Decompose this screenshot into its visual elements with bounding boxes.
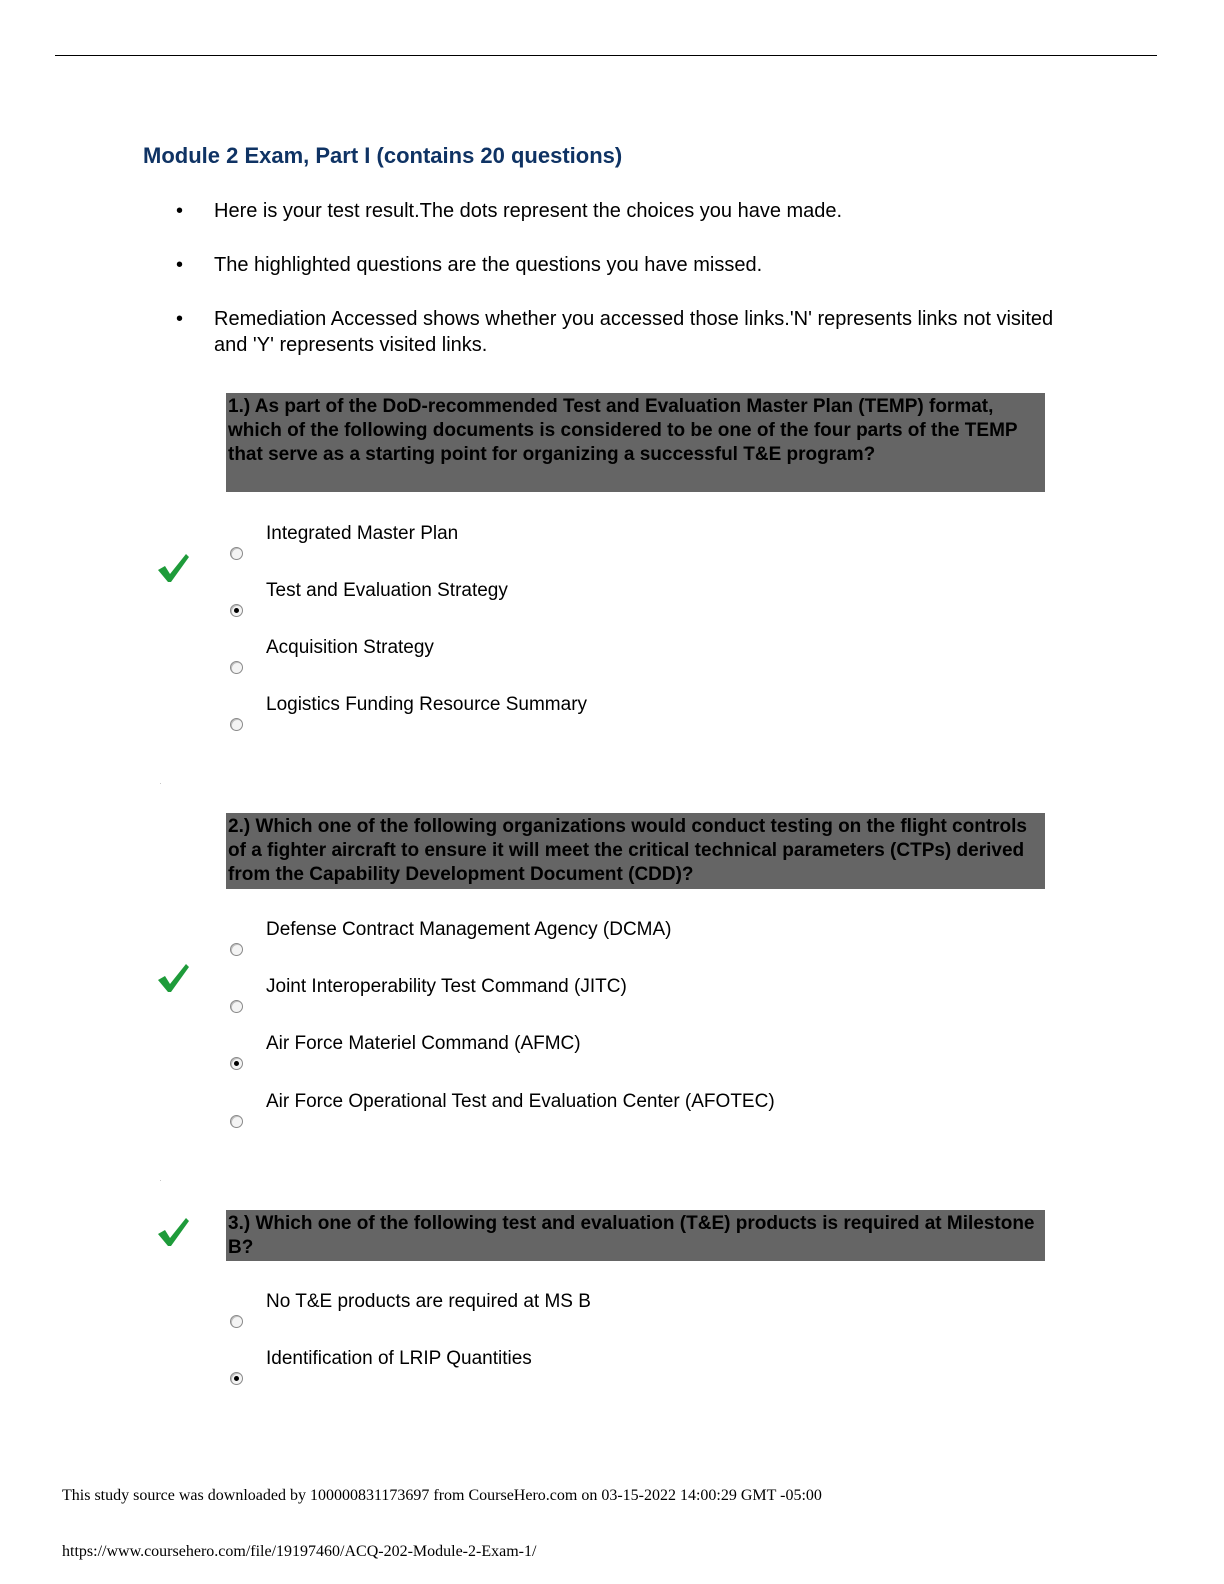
- question-3-header: 3.) Which one of the following test and evaluation (T&E) products is required at Milestone B?: [226, 1210, 1045, 1261]
- option-label: Air Force Materiel Command (AFMC): [266, 1033, 581, 1054]
- check-icon: [156, 552, 190, 584]
- option-2-2[interactable]: [226, 976, 1026, 1033]
- question-2-header: 2.) Which one of the following organizations would conduct testing on the flight controls of a fighter aircraft to ensure it will meet the critical technical parameters (CTPs) derived from the Capability Development Document (CDD)?: [226, 813, 1045, 889]
- page-title: Module 2 Exam, Part I (contains 20 questions): [143, 143, 623, 168]
- option-label: Integrated Master Plan: [266, 523, 459, 544]
- radio-icon[interactable]: [230, 1057, 243, 1070]
- separator-dot: [160, 783, 161, 784]
- question-1-header: 1.) As part of the DoD-recommended Test and Evaluation Master Plan (TEMP) format, which of the following documents is considered to be one of the four parts of the TEMP that serve as a starting point for organizing a successful T&E program?: [226, 393, 1045, 492]
- radio-icon[interactable]: [230, 547, 243, 560]
- option-2-3[interactable]: [226, 1033, 1026, 1090]
- option-1-3[interactable]: [226, 637, 1026, 694]
- radio-icon[interactable]: [230, 661, 243, 674]
- instruction-item: • The highlighted questions are the questions you have missed.: [176, 252, 1076, 278]
- separator-dot: [160, 1180, 161, 1181]
- option-label: Identification of LRIP Quantities: [266, 1348, 532, 1369]
- radio-icon[interactable]: [230, 1315, 243, 1328]
- source-url[interactable]: https://www.coursehero.com/file/19197460/ACQ-202-Module-2-Exam-1/: [62, 1543, 537, 1560]
- option-1-2[interactable]: [226, 580, 1026, 637]
- radio-icon[interactable]: [230, 1372, 243, 1385]
- radio-icon[interactable]: [230, 718, 243, 731]
- radio-icon[interactable]: [230, 1115, 243, 1128]
- instruction-item: • Remediation Accessed shows whether you accessed those links.'N' represents links not visited and 'Y' represents visited links.: [176, 306, 1076, 358]
- instructions-list: [176, 198, 1076, 386]
- radio-icon[interactable]: [230, 943, 243, 956]
- option-label: No T&E products are required at MS B: [266, 1291, 591, 1312]
- option-3-2[interactable]: [226, 1348, 1026, 1405]
- option-label: Logistics Funding Resource Summary: [266, 694, 588, 715]
- radio-icon[interactable]: [230, 1000, 243, 1013]
- check-icon: [156, 962, 190, 994]
- option-3-1[interactable]: [226, 1291, 1026, 1348]
- option-1-1[interactable]: [226, 523, 1026, 580]
- option-2-4[interactable]: [226, 1091, 1026, 1148]
- check-icon: [156, 1216, 190, 1248]
- option-label: Air Force Operational Test and Evaluation Center (AFOTEC): [266, 1091, 775, 1112]
- top-rule: [55, 55, 1157, 56]
- option-2-1[interactable]: [226, 919, 1026, 976]
- option-label: Joint Interoperability Test Command (JITC): [266, 976, 627, 997]
- option-1-4[interactable]: [226, 694, 1026, 751]
- instruction-item: • Here is your test result.The dots represent the choices you have made.: [176, 198, 1076, 224]
- option-label: Test and Evaluation Strategy: [266, 580, 508, 601]
- option-label: Defense Contract Management Agency (DCMA): [266, 919, 672, 940]
- radio-icon[interactable]: [230, 604, 243, 617]
- download-notice: This study source was downloaded by 100000831173697 from CourseHero.com on 03-15-2022 14:00:29 GMT -05:00: [62, 1487, 822, 1504]
- option-label: Acquisition Strategy: [266, 637, 434, 658]
